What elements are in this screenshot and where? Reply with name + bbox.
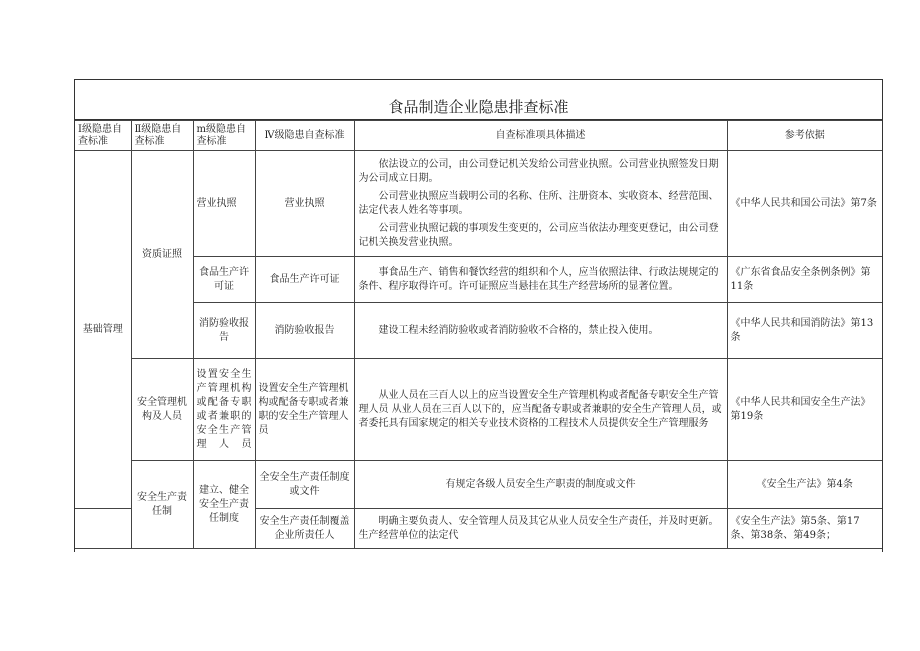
org-level3: 设置安全生产管理机构或配备专职或者兼职的安全生产管理人员 bbox=[193, 359, 255, 461]
level2-org-personnel: 安全管理机构及人员 bbox=[131, 359, 193, 461]
org-ref: 《中华人民共和国安全生产法》第19条 bbox=[727, 359, 882, 461]
table-row bbox=[75, 303, 882, 359]
table-row bbox=[75, 151, 882, 257]
food-level3: 食品生产许可证 bbox=[193, 257, 255, 303]
org-desc-text: 从业人员在三百人以上的应当设置安全生产管理机构或者配备专职安全生产管理人员 从业人员在三百人以下的，应当配备专职或者兼职的安全生产管理人员，或者委托具有国家规定的相关专业技术资格的工程技术人员提供安全生产管理服务 bbox=[358, 389, 722, 429]
table-row bbox=[75, 359, 882, 461]
fire-level3: 消防验收报告 bbox=[193, 303, 255, 359]
resp2-desc-text: 明确主要负责人、安全管理人员及其它从业人员安全生产责任，并及时更新。生产经营单位的法定代 bbox=[358, 515, 719, 541]
resp-level3: 建立、健全安全生产责任制度 bbox=[193, 461, 255, 549]
license-desc bbox=[354, 151, 727, 257]
header-level2: Ⅱ级隐患自查标准 bbox=[131, 121, 193, 151]
level1-basic-management: 基础管理 bbox=[75, 151, 131, 509]
hazard-standard-table bbox=[75, 120, 882, 549]
header-level4: Ⅳ级隐患自查标准 bbox=[255, 121, 354, 151]
food-ref: 《广东省食品安全条例条例》第11条 bbox=[727, 257, 882, 303]
table-row bbox=[75, 257, 882, 303]
resp1-ref: 《安全生产法》第4条 bbox=[727, 461, 882, 509]
resp2-level4: 安全生产责任制覆盖企业所责任人 bbox=[255, 509, 354, 549]
level1-basic-continued bbox=[75, 509, 131, 549]
document-page bbox=[74, 79, 883, 552]
header-desc: 自查标准项具体描述 bbox=[354, 121, 727, 151]
page-title: 食品制造企业隐患排查标准 bbox=[75, 80, 882, 120]
table-row bbox=[75, 461, 882, 509]
resp1-level4: 全安全生产责任制度或文件 bbox=[255, 461, 354, 509]
fire-level4: 消防验收报告 bbox=[255, 303, 354, 359]
license-level4: 营业执照 bbox=[255, 151, 354, 257]
fire-desc bbox=[354, 303, 727, 359]
fire-desc-text: 建设工程未经消防验收或者消防验收不合格的，禁止投入使用。 bbox=[378, 324, 659, 336]
license-ref: 《中华人民共和国公司法》第7条 bbox=[727, 151, 882, 257]
header-level1: Ⅰ级隐患自查标准 bbox=[75, 121, 131, 151]
level2-responsibility: 安全生产责任制 bbox=[131, 461, 193, 549]
resp1-desc: 有规定各级人员安全生产职责的制度或文件 bbox=[354, 461, 727, 509]
food-desc-text: 事食品生产、销售和餐饮经营的组织和个人，应当依照法律、行政法规规定的条件、程序取得许可。许可证照应当悬挂在其生产经营场所的显著位置。 bbox=[358, 266, 719, 292]
license-desc-p2: 公司营业执照应当载明公司的名称、住所、注册资本、实收资本、经营范围、法定代表人姓名等事项。 bbox=[358, 190, 719, 216]
license-desc-p1: 依法设立的公司，由公司登记机关发给公司营业执照。公司营业执照签发日期为公司成立日期。 bbox=[358, 158, 719, 184]
level2-qualification: 资质证照 bbox=[131, 151, 193, 359]
table-header-row bbox=[75, 121, 882, 151]
header-level3: m级隐患自查标准 bbox=[193, 121, 255, 151]
resp2-ref: 《安全生产法》第5条、第17条、第38条、第49条； bbox=[727, 509, 882, 549]
org-level4: 设置安全生产管理机构或配备专职或者兼职的安全生产管理人员 bbox=[255, 359, 354, 461]
food-level4: 食品生产许可证 bbox=[255, 257, 354, 303]
food-desc bbox=[354, 257, 727, 303]
resp2-desc bbox=[354, 509, 727, 549]
license-level3: 营业执照 bbox=[193, 151, 255, 257]
fire-ref: 《中华人民共和国消防法》第13条 bbox=[727, 303, 882, 359]
header-ref: 参考依据 bbox=[727, 121, 882, 151]
org-desc bbox=[354, 359, 727, 461]
license-desc-p3: 公司营业执照记载的事项发生变更的，公司应当依法办理变更登记，由公司登记机关换发营业执照。 bbox=[358, 222, 719, 248]
